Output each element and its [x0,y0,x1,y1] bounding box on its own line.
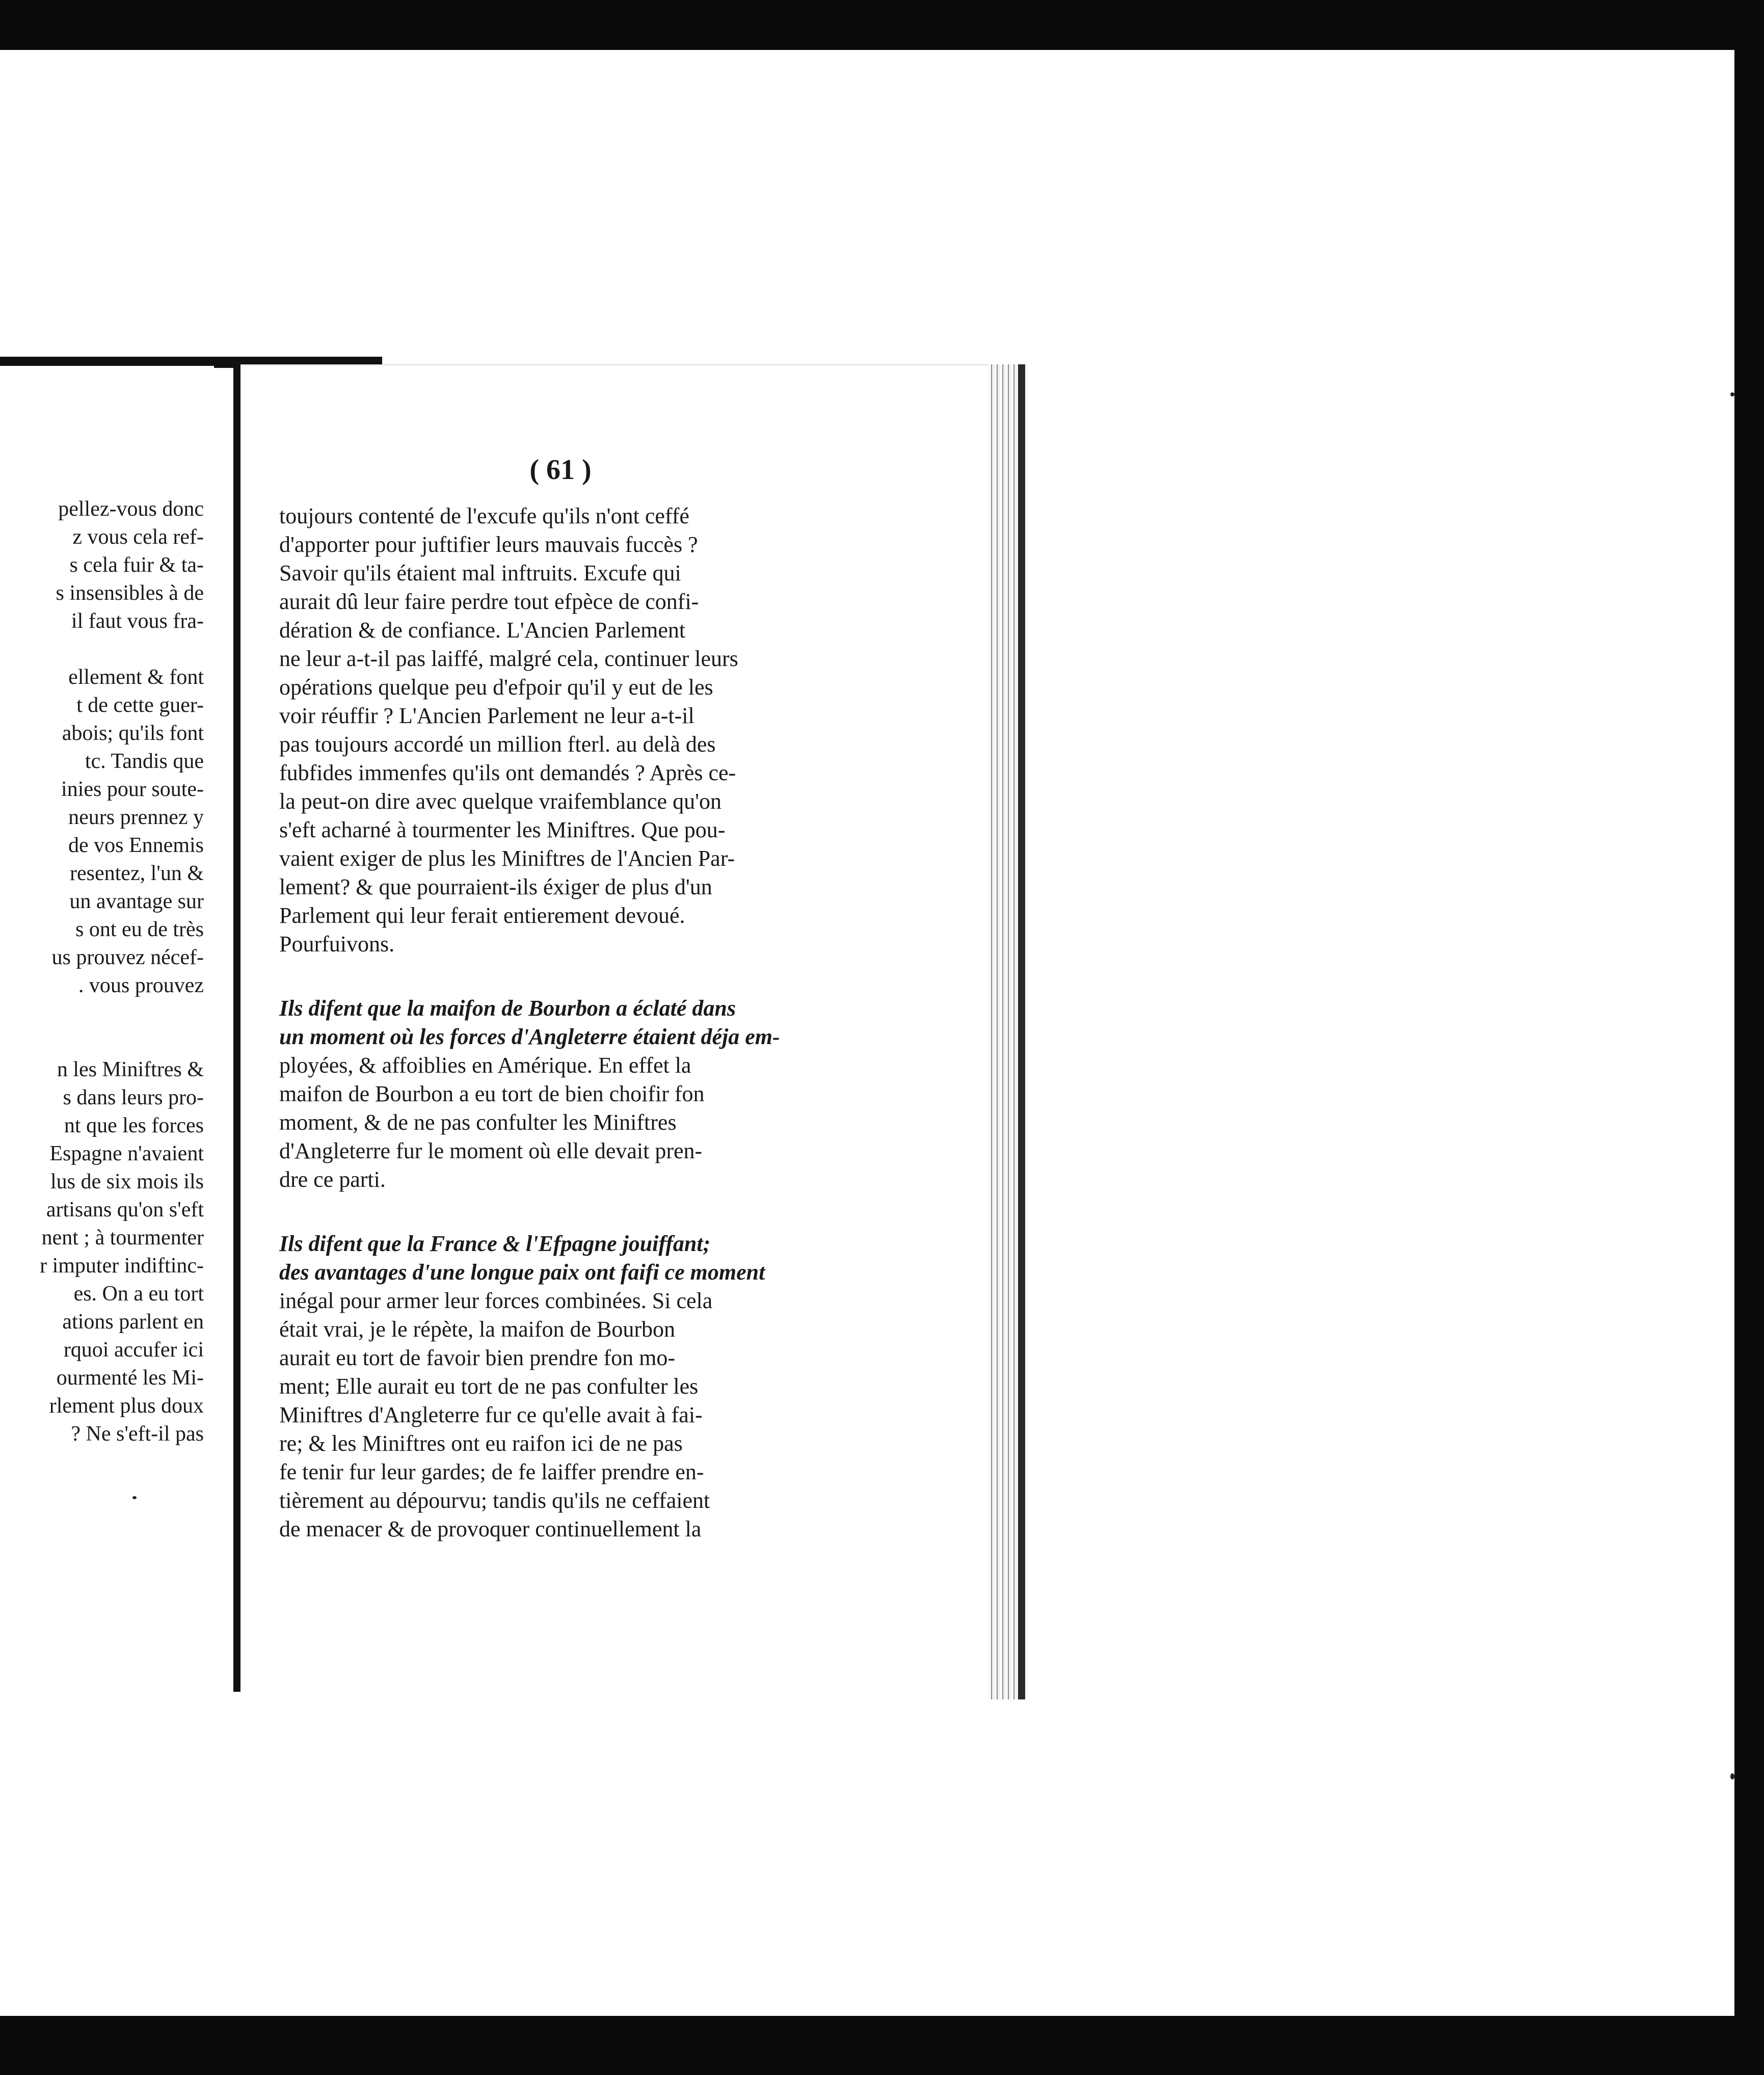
text-line: ne leur a-t-il pas laiffé, malgré cela, continuer leurs [279,646,738,671]
text-line: aurait eu tort de favoir bien prendre fon mo- [279,1345,676,1370]
text-line: artisans qu'on s'eft [46,1198,204,1221]
scan-speck [1730,1773,1734,1779]
text-line: pellez-vous donc [58,497,204,521]
blank-line [0,635,204,663]
text-line: ellement & font [68,666,204,689]
text-line: d'Angleterre fur le moment où elle devait pren- [279,1138,703,1163]
text-line: maifon de Bourbon a eu tort de bien choifir fon [279,1081,705,1106]
text-line: opérations quelque peu d'efpoir qu'il y eut de les [279,675,713,700]
right-page-text [279,502,831,1544]
text-line: s insensibles à de [56,581,204,605]
left-page [0,357,233,1692]
scan-border-right [1734,40,1764,2016]
text-line: es. On a eu tort [73,1282,204,1306]
text-line: r imputer indiftinc- [40,1254,204,1278]
text-line: ations parlent en [62,1310,204,1334]
scan-speck [1730,392,1734,396]
paragraph-gap [279,1194,831,1230]
text-line: la peut-on dire avec quelque vraifemblance qu'on [279,789,721,814]
scan-border-bottom [0,2016,1764,2075]
left-page-header-rule [0,357,233,366]
text-line: Ils difent que la France & l'Efpagne jouiffant; [279,1231,711,1256]
text-line: inégal pour armer leur forces combinées. Si cela [279,1288,713,1313]
text-line: rlement plus doux [49,1394,204,1418]
paragraph-gap [279,959,831,994]
text-line: us prouvez nécef- [51,946,204,969]
text-line: neurs prennez y [68,806,204,829]
text-line: toujours contenté de l'excufe qu'ils n'ont ceffé [279,503,689,528]
text-line: rquoi accufer ici [63,1338,204,1362]
scan-border-top [0,0,1764,40]
text-line: Pourfuivons. [279,932,395,956]
text-line: vaient exiger de plus les Miniftres de l'Ancien Par- [279,846,735,871]
text-line: pas toujours accordé un million fterl. au delà des [279,732,716,757]
paragraph [279,502,831,959]
text-line: resentez, l'un & [70,862,204,885]
text-line: de menacer & de provoquer continuellement la [279,1517,702,1541]
scan-border-top-step [0,40,1740,50]
text-line: fe tenir fur leur gardes; de fe laiffer prendre en- [279,1459,704,1484]
text-line: . vous prouvez [78,974,204,997]
blank-line [0,1000,204,1028]
text-line: Parlement qui leur ferait entierement devoué. [279,903,685,928]
text-line: re; & les Miniftres ont eu raifon ici de ne pas [279,1431,683,1456]
text-line: s cela fuir & ta- [69,553,204,577]
text-line: ? Ne s'eft-il pas [71,1422,204,1446]
book-spine [233,357,240,1692]
text-line: inies pour soute- [61,778,204,801]
text-line: n les Miniftres & [57,1058,204,1081]
page-number: ( 61 ) [529,454,592,486]
paragraph [279,994,831,1194]
text-line: aurait dû leur faire perdre tout efpèce de confi- [279,589,699,614]
text-line: lement? & que pourraient-ils éxiger de plus d'un [279,874,712,899]
text-line: s ont eu de très [75,918,204,941]
text-line: s dans leurs pro- [63,1086,204,1109]
text-line: de vos Ennemis [68,834,204,857]
text-line: dération & de confiance. L'Ancien Parlement [279,618,686,643]
paragraph [279,1230,831,1544]
text-line: dre ce parti. [279,1167,386,1192]
text-line: ourmenté les Mi- [56,1366,204,1390]
text-line: ment; Elle aurait eu tort de ne pas confulter les [279,1374,699,1399]
text-line: nent ; à tourmenter [41,1226,204,1249]
text-line: il faut vous fra- [71,609,204,633]
text-line: z vous cela ref- [72,525,204,549]
text-line: nt que les forces [64,1114,204,1137]
text-line: Savoir qu'ils étaient mal inftruits. Excufe qui [279,561,681,586]
blank-line [0,1028,204,1056]
text-line: un avantage sur [69,890,204,913]
text-line: tc. Tandis que [85,750,204,773]
text-line: voir réuffir ? L'Ancien Parlement ne leur a-t-il [279,703,694,728]
scan-speck [132,1496,137,1499]
text-line: Espagne n'avaient [49,1142,204,1165]
text-line: moment, & de ne pas confulter les Miniftres [279,1110,677,1135]
text-line: fubfides immenfes qu'ils ont demandés ? Après ce- [279,760,736,785]
text-line: un moment où les forces d'Angleterre étaient déja em- [279,1024,780,1049]
text-line: s'eft acharné à tourmenter les Miniftres. Que pou- [279,817,726,842]
text-line: lus de six mois ils [50,1170,204,1193]
text-line: t de cette guer- [76,694,204,717]
text-line: Miniftres d'Angleterre fur ce qu'elle avait à fai- [279,1402,703,1427]
text-line: était vrai, je le répète, la maifon de Bourbon [279,1317,676,1342]
text-line: tièrement au dépourvu; tandis qu'ils ne ceffaient [279,1488,710,1513]
text-line: abois; qu'ils font [62,722,204,745]
text-line: des avantages d'une longue paix ont faifi ce moment [279,1260,765,1285]
left-page-text [0,495,204,1448]
text-line: d'apporter pour juftifier leurs mauvais fuccès ? [279,532,698,557]
text-line: Ils difent que la maifon de Bourbon a éclaté dans [279,996,736,1021]
page-stack-shadow [1018,364,1025,1699]
text-line: ployées, & affoiblies en Amérique. En effet la [279,1053,691,1078]
